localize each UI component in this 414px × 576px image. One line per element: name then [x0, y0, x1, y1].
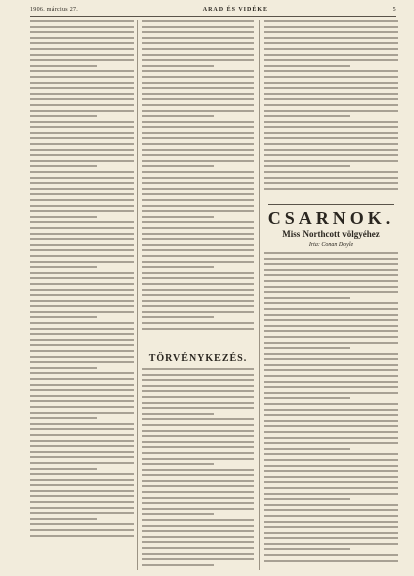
text-line — [30, 440, 134, 442]
text-line — [264, 42, 398, 44]
text-line — [142, 154, 254, 156]
text-line — [142, 446, 254, 448]
text-line — [264, 554, 398, 556]
text-line — [142, 121, 254, 123]
text-line — [142, 508, 254, 510]
text-line — [264, 358, 398, 360]
text-line — [30, 395, 134, 397]
text-line — [264, 59, 398, 61]
text-line — [142, 132, 254, 134]
text-line — [264, 26, 398, 28]
text-line — [142, 188, 254, 190]
text-line — [30, 188, 134, 190]
text-line — [142, 266, 214, 268]
column-text — [142, 20, 254, 333]
text-line — [142, 137, 254, 139]
text-line — [142, 289, 254, 291]
text-line — [142, 530, 254, 532]
text-line — [264, 280, 398, 282]
text-line — [142, 182, 254, 184]
text-line — [142, 31, 254, 33]
text-line — [30, 149, 134, 151]
text-line — [142, 70, 254, 72]
text-line — [30, 171, 134, 173]
text-line — [142, 536, 254, 538]
text-line — [30, 110, 134, 112]
column-divider — [137, 20, 138, 570]
text-line — [30, 423, 134, 425]
text-line — [30, 154, 134, 156]
text-line — [30, 160, 134, 162]
text-line — [30, 322, 134, 324]
text-line — [142, 407, 254, 409]
text-line — [264, 521, 398, 523]
text-line — [264, 143, 398, 145]
text-line — [264, 286, 398, 288]
text-line — [142, 452, 254, 454]
text-line — [142, 261, 254, 263]
text-line — [142, 463, 214, 465]
text-line — [264, 291, 398, 293]
text-line — [30, 48, 134, 50]
header-rule — [30, 16, 396, 17]
section-title-torvenykezes: TÖRVÉNYKEZÉS. — [148, 353, 248, 364]
text-line — [142, 238, 254, 240]
text-line — [30, 26, 134, 28]
text-line — [30, 445, 134, 447]
text-line — [30, 479, 134, 481]
text-line — [30, 367, 97, 369]
text-line — [30, 132, 134, 134]
text-line — [142, 93, 254, 95]
text-line — [142, 171, 254, 173]
text-line — [264, 431, 398, 433]
text-line — [264, 137, 398, 139]
text-line — [264, 353, 398, 355]
text-line — [30, 137, 134, 139]
text-line — [142, 396, 254, 398]
text-line — [30, 143, 134, 145]
text-line — [30, 205, 134, 207]
column-1 — [30, 20, 134, 570]
text-line — [142, 322, 254, 324]
text-line — [142, 42, 254, 44]
text-line — [264, 149, 398, 151]
text-line — [30, 266, 97, 268]
text-line — [30, 31, 134, 33]
text-line — [264, 110, 398, 112]
text-line — [142, 525, 254, 527]
text-line — [142, 277, 254, 279]
text-line — [30, 523, 134, 525]
text-line — [142, 149, 254, 151]
text-line — [264, 65, 350, 67]
feature-byline: Irta: Conan Doyle — [308, 242, 354, 248]
column-divider — [259, 20, 260, 570]
text-line — [30, 339, 134, 341]
text-line — [264, 308, 398, 310]
text-line — [30, 344, 134, 346]
text-line — [142, 294, 254, 296]
text-line — [142, 98, 254, 100]
text-line — [142, 165, 214, 167]
text-line — [264, 263, 398, 265]
text-line — [142, 20, 254, 22]
text-line — [142, 491, 254, 493]
text-line — [264, 459, 398, 461]
text-line — [142, 547, 254, 549]
text-line — [264, 325, 398, 327]
text-line — [142, 424, 254, 426]
text-line — [142, 374, 254, 376]
text-line — [30, 98, 134, 100]
text-line — [264, 336, 398, 338]
text-line — [142, 59, 254, 61]
text-line — [30, 227, 134, 229]
text-line — [264, 154, 398, 156]
text-line — [264, 347, 350, 349]
text-line — [142, 328, 254, 330]
text-line — [142, 233, 254, 235]
text-line — [264, 481, 398, 483]
text-line — [142, 379, 254, 381]
text-line — [264, 302, 398, 304]
newspaper-title: ARAD ÉS VIDÉKE — [202, 7, 268, 13]
text-line — [30, 238, 134, 240]
text-line — [264, 532, 398, 534]
text-line — [264, 171, 398, 173]
text-line — [264, 375, 398, 377]
text-line — [142, 115, 214, 117]
page-number: 5 — [392, 7, 396, 13]
text-line — [142, 430, 254, 432]
text-line — [30, 216, 97, 218]
text-line — [30, 529, 134, 531]
text-line — [264, 560, 398, 562]
text-line — [30, 333, 134, 335]
text-line — [142, 87, 254, 89]
text-line — [264, 515, 398, 517]
text-line — [142, 126, 254, 128]
text-line — [142, 469, 254, 471]
text-line — [264, 442, 398, 444]
text-line — [264, 188, 398, 190]
text-line — [30, 428, 134, 430]
text-line — [264, 314, 398, 316]
text-line — [30, 249, 134, 251]
text-line — [264, 252, 398, 254]
text-line — [264, 493, 398, 495]
text-line — [142, 255, 254, 257]
text-line — [30, 93, 134, 95]
text-line — [30, 283, 134, 285]
text-line — [264, 403, 398, 405]
text-line — [142, 210, 254, 212]
text-line — [30, 233, 134, 235]
text-line — [142, 199, 254, 201]
text-line — [264, 177, 398, 179]
text-line — [142, 385, 254, 387]
text-line — [264, 453, 398, 455]
text-line — [264, 397, 350, 399]
text-line — [142, 216, 214, 218]
text-line — [264, 504, 398, 506]
text-line — [264, 160, 398, 162]
text-line — [142, 497, 254, 499]
text-line — [264, 537, 398, 539]
text-line — [264, 37, 398, 39]
text-line — [142, 272, 254, 274]
text-line — [30, 76, 134, 78]
text-line — [264, 76, 398, 78]
text-line — [264, 115, 350, 117]
text-line — [30, 115, 97, 117]
text-line — [264, 126, 398, 128]
text-line — [30, 361, 134, 363]
text-line — [30, 193, 134, 195]
text-line — [264, 476, 398, 478]
text-line — [264, 470, 398, 472]
feature-title-csarnok: CSARNOK. — [267, 208, 395, 228]
text-line — [142, 160, 254, 162]
text-line — [30, 512, 134, 514]
text-line — [30, 316, 97, 318]
text-line — [30, 484, 134, 486]
text-line — [142, 76, 254, 78]
text-line — [264, 543, 398, 545]
text-line — [264, 392, 398, 394]
text-line — [30, 406, 134, 408]
column-3 — [264, 20, 398, 570]
text-line — [264, 20, 398, 22]
text-line — [30, 417, 97, 419]
text-line — [142, 143, 254, 145]
text-line — [264, 487, 398, 489]
text-line — [264, 87, 398, 89]
text-line — [142, 193, 254, 195]
text-line — [264, 182, 398, 184]
text-line — [30, 311, 134, 313]
text-line — [30, 165, 97, 167]
text-line — [142, 37, 254, 39]
text-line — [30, 104, 134, 106]
text-line — [30, 70, 134, 72]
feature-rule — [268, 204, 394, 205]
text-line — [142, 390, 254, 392]
text-line — [142, 300, 254, 302]
text-line — [30, 289, 134, 291]
text-line — [142, 177, 254, 179]
text-line — [30, 495, 134, 497]
text-line — [30, 507, 134, 509]
text-line — [142, 480, 254, 482]
text-line — [142, 104, 254, 106]
text-line — [264, 48, 398, 50]
text-line — [264, 364, 398, 366]
text-line — [30, 305, 134, 307]
text-line — [264, 93, 398, 95]
text-line — [142, 368, 254, 370]
text-line — [30, 87, 134, 89]
column-text — [30, 20, 134, 540]
text-line — [30, 300, 134, 302]
text-line — [30, 244, 134, 246]
text-line — [142, 435, 254, 437]
text-line — [142, 205, 254, 207]
text-line — [30, 54, 134, 56]
text-line — [142, 227, 254, 229]
text-line — [142, 441, 254, 443]
text-line — [142, 519, 254, 521]
text-line — [142, 513, 214, 515]
text-line — [264, 297, 350, 299]
text-line — [30, 412, 134, 414]
text-line — [30, 255, 134, 257]
text-line — [142, 541, 254, 543]
issue-date: 1906. március 27. — [30, 7, 79, 13]
text-line — [30, 518, 97, 520]
text-line — [30, 121, 134, 123]
text-line — [30, 328, 134, 330]
text-line — [142, 413, 214, 415]
text-line — [142, 564, 214, 566]
text-line — [142, 283, 254, 285]
text-line — [30, 400, 134, 402]
text-line — [30, 210, 134, 212]
text-line — [264, 437, 398, 439]
text-line — [30, 468, 97, 470]
page-header — [30, 4, 396, 16]
text-line — [142, 249, 254, 251]
text-line — [142, 244, 254, 246]
text-line — [142, 65, 214, 67]
text-line — [30, 199, 134, 201]
text-line — [264, 121, 398, 123]
text-line — [30, 177, 134, 179]
column-text — [264, 252, 398, 565]
text-line — [264, 258, 398, 260]
text-line — [30, 65, 97, 67]
text-line — [30, 350, 134, 352]
text-line — [30, 372, 134, 374]
text-line — [264, 526, 398, 528]
text-line — [30, 356, 134, 358]
text-line — [264, 414, 398, 416]
text-line — [142, 418, 254, 420]
text-line — [264, 420, 398, 422]
text-line — [30, 490, 134, 492]
text-line — [30, 535, 134, 537]
text-line — [142, 316, 214, 318]
text-line — [264, 319, 398, 321]
text-line — [142, 402, 254, 404]
text-line — [30, 182, 134, 184]
text-line — [30, 473, 134, 475]
text-line — [264, 54, 398, 56]
text-line — [264, 448, 350, 450]
text-line — [264, 330, 398, 332]
text-line — [30, 42, 134, 44]
text-line — [30, 272, 134, 274]
text-line — [264, 548, 350, 550]
text-line — [142, 558, 254, 560]
text-line — [142, 474, 254, 476]
text-line — [264, 70, 398, 72]
text-line — [264, 165, 350, 167]
text-line — [142, 458, 254, 460]
feature-subtitle: Miss Northcott völgyéhez — [282, 229, 380, 239]
text-line — [30, 501, 134, 503]
text-line — [264, 465, 398, 467]
column-2 — [142, 20, 254, 570]
text-line — [30, 384, 134, 386]
text-line — [264, 409, 398, 411]
text-line — [142, 221, 254, 223]
text-line — [30, 451, 134, 453]
text-line — [142, 305, 254, 307]
text-line — [30, 20, 134, 22]
text-line — [264, 386, 398, 388]
text-line — [264, 342, 398, 344]
text-line — [264, 104, 398, 106]
text-line — [30, 37, 134, 39]
text-line — [264, 381, 398, 383]
text-line — [142, 54, 254, 56]
text-line — [142, 311, 254, 313]
text-line — [142, 26, 254, 28]
column-text — [264, 20, 398, 193]
text-line — [142, 485, 254, 487]
column-text — [142, 368, 254, 569]
text-line — [30, 456, 134, 458]
text-line — [142, 553, 254, 555]
text-line — [142, 48, 254, 50]
text-line — [264, 509, 398, 511]
text-line — [142, 110, 254, 112]
text-line — [142, 502, 254, 504]
text-line — [264, 369, 398, 371]
text-line — [30, 277, 134, 279]
text-line — [264, 98, 398, 100]
text-line — [264, 425, 398, 427]
text-line — [30, 434, 134, 436]
text-line — [264, 269, 398, 271]
text-line — [30, 261, 134, 263]
text-line — [30, 221, 134, 223]
text-line — [30, 389, 134, 391]
text-line — [264, 498, 350, 500]
text-line — [30, 378, 134, 380]
text-line — [264, 274, 398, 276]
text-line — [30, 462, 134, 464]
text-line — [264, 82, 398, 84]
text-line — [264, 31, 398, 33]
text-line — [30, 59, 134, 61]
text-line — [142, 82, 254, 84]
text-line — [30, 82, 134, 84]
text-line — [30, 126, 134, 128]
text-line — [30, 294, 134, 296]
text-line — [264, 132, 398, 134]
